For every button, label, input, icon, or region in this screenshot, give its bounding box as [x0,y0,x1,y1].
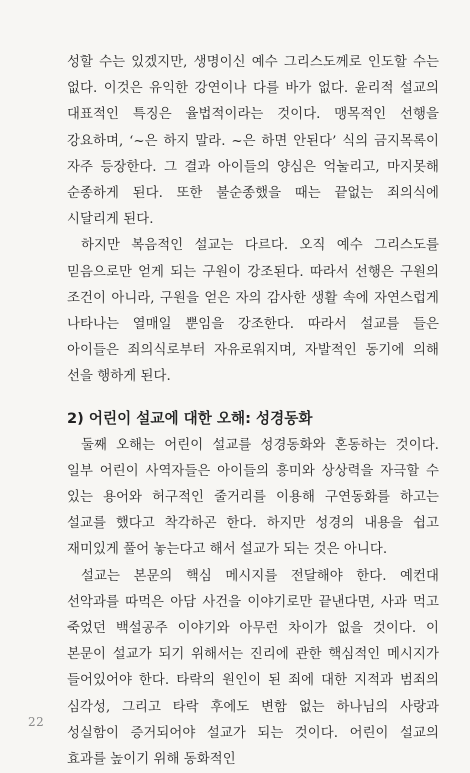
page-number: 22 [28,715,45,729]
section-heading: 2) 어린이 설교에 대한 오해: 성경동화 [67,409,313,427]
paragraph-3: 둘째 오해는 어린이 설교를 성경동화와 혼동하는 것이다. 일부 어린이 사역자들은 아이들의 흥미와 상상력을 자극할 수 있는 용어와 허구적인 줄거리를 이용해 구연동화를 하고는 설교를 했다고 착각하곤 한다. 하지만 성경의 내용을 쉽고 재미있게 풀어 놓는다고 해서 설교가 되는 것은 아니다. [67,437,439,558]
paragraph-4: 설교는 본문의 핵심 메시지를 전달해야 한다. 예컨대 선악과를 따먹은 아담 사건을 이야기로만 끝낸다면, 사과 먹고 죽었던 백설공주 이야기와 아무런 차이가 없을 것이다. 이 본문이 설교가 되기 위해서는 진리에 관한 핵심적인 메시지가 들어있어야 한다. 타락의 원인이 된 죄에 대한 지적과 범죄의 심각성, 그리고 타락 후에도 변함 없는 하나님의 사랑과 성실함이 증거되어야 설교가 되는 것이다. 어린이 설교의 효과를 높이기 위해 동화적인 [67,568,439,768]
paragraph-2: 하지만 복음적인 설교는 다르다. 오직 예수 그리스도를 믿음으로만 얻게 되는 구원이 강조된다. 따라서 선행은 구원의 조건이 아니라, 구원을 얻은 자의 감사한 생활 속에 자연스럽게 나타나는 열매일 뿐임을 강조한다. 따라서 설교를 들은 아이들은 죄의식로부터 자유로워지며, 자발적인 동기에 의해 선을 행하게 된다. [67,238,439,385]
paragraph-1: 성할 수는 있겠지만, 생명이신 예수 그리스도께로 인도할 수는 없다. 이것은 유익한 강연이나 다를 바가 없다. 윤리적 설교의 대표적인 특징은 율법적이라는 것이다. 맹목적인 선행을 강요하며, ‘~은 하지 말라. ~은 하면 안된다’ 식의 금지목록이 자주 등장한다. 그 결과 아이들의 양심은 억눌리고, 마지못해 순종하게 된다. 또한 불순종했을 때는 끝없는 죄의식에 시달리게 된다. [67,55,439,228]
page-body [67,50,439,773]
